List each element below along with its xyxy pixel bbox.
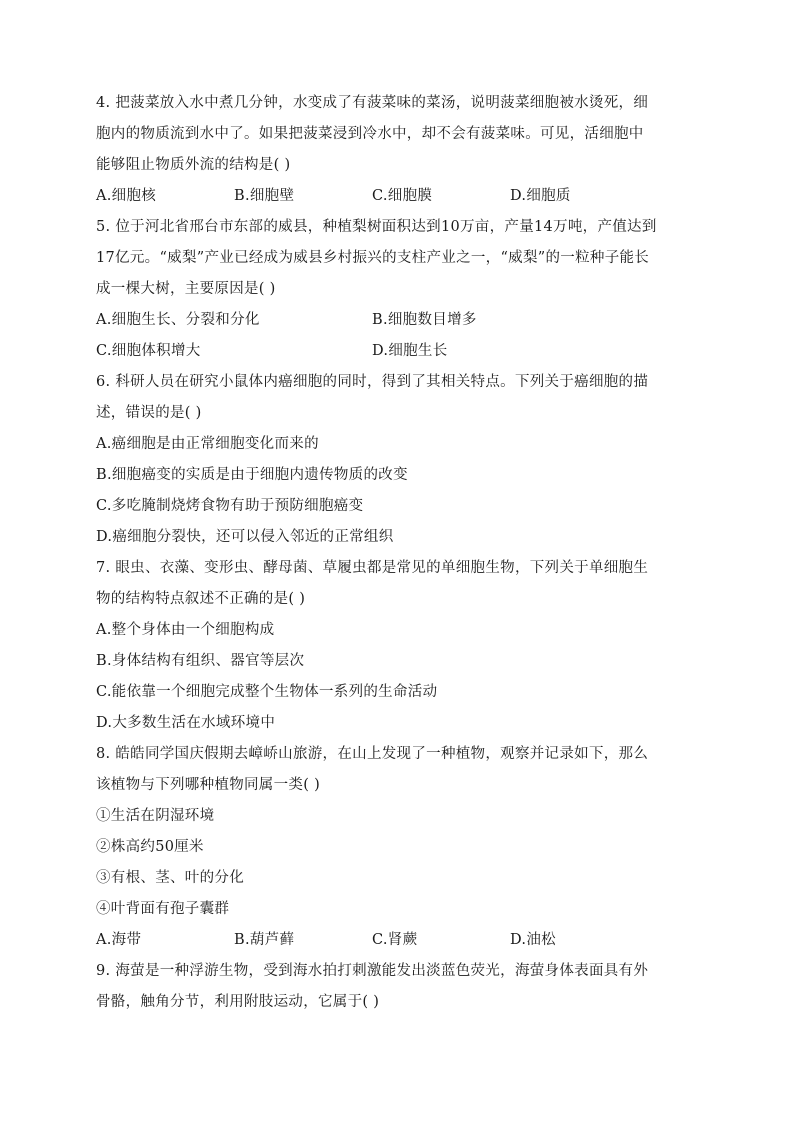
question-5-stem-line-2: 17亿元。“威梨”产业已经成为威县乡村振兴的支柱产业之一，“威梨”的一粒种子能长 bbox=[96, 250, 650, 266]
question-6-stem-line-2: 述，错误的是( ) bbox=[96, 405, 202, 421]
question-6-option-c[interactable]: C.多吃腌制烧烤食物有助于预防细胞癌变 bbox=[96, 498, 364, 514]
question-5-option-b[interactable]: B.细胞数目增多 bbox=[372, 312, 477, 328]
question-8-note-3: ③有根、茎、叶的分化 bbox=[96, 870, 244, 886]
question-4 bbox=[96, 88, 700, 212]
question-7-option-a[interactable]: A.整个身体由一个细胞构成 bbox=[96, 622, 275, 638]
question-4-stem-line-1: 4. 把菠菜放入水中煮几分钟，水变成了有菠菜味的菜汤，说明菠菜细胞被水烫死，细 bbox=[96, 95, 649, 111]
question-5-stem-line-3: 成一棵大树，主要原因是( ) bbox=[96, 281, 276, 297]
question-4-stem-line-3: 能够阻止物质外流的结构是( ) bbox=[96, 157, 291, 173]
question-5-options-row-2 bbox=[96, 336, 700, 367]
question-8-stem-line-2: 该植物与下列哪种植物同属一类( ) bbox=[96, 777, 321, 793]
question-9 bbox=[96, 956, 700, 1018]
question-7-option-b[interactable]: B.身体结构有组织、器官等层次 bbox=[96, 653, 305, 669]
question-8-note-2: ②株高约50厘米 bbox=[96, 839, 204, 855]
question-7-option-c[interactable]: C.能依靠一个细胞完成整个生物体一系列的生命活动 bbox=[96, 684, 438, 700]
question-5-option-a[interactable]: A.细胞生长、分裂和分化 bbox=[96, 312, 260, 328]
question-8-option-b[interactable]: B.葫芦藓 bbox=[234, 932, 295, 948]
question-5-option-c[interactable]: C.细胞体积增大 bbox=[96, 343, 201, 359]
question-5-options-row-1 bbox=[96, 305, 700, 336]
question-8-option-a[interactable]: A.海带 bbox=[96, 932, 142, 948]
question-8-note-4: ④叶背面有孢子囊群 bbox=[96, 901, 230, 917]
question-9-stem-line-1: 9. 海萤是一种浮游生物，受到海水拍打刺激能发出淡蓝色荧光，海萤身体表面具有外 bbox=[96, 963, 649, 979]
question-6 bbox=[96, 367, 700, 553]
question-6-stem-line-1: 6. 科研人员在研究小鼠体内癌细胞的同时，得到了其相关特点。下列关于癌细胞的描 bbox=[96, 374, 649, 390]
question-9-stem-line-2: 骨骼，触角分节，利用附肢运动，它属于( ) bbox=[96, 994, 380, 1010]
question-8-note-1: ①生活在阴湿环境 bbox=[96, 808, 215, 824]
question-list bbox=[96, 88, 700, 1018]
question-4-stem-line-2: 胞内的物质流到水中了。如果把菠菜浸到冷水中，却不会有菠菜味。可见，活细胞中 bbox=[96, 126, 644, 142]
question-7-option-d[interactable]: D.大多数生活在水域环境中 bbox=[96, 715, 276, 731]
question-7-stem-line-1: 7. 眼虫、衣藻、变形虫、酵母菌、草履虫都是常见的单细胞生物，下列关于单细胞生 bbox=[96, 560, 649, 576]
question-4-options bbox=[96, 181, 700, 212]
question-6-option-b[interactable]: B.细胞癌变的实质是由于细胞内遗传物质的改变 bbox=[96, 467, 408, 483]
question-5-stem-line-1: 5. 位于河北省邢台市东部的威县，种植梨树面积达到10万亩，产量14万吨，产值达到 bbox=[96, 219, 657, 235]
question-8-option-c[interactable]: C.肾蕨 bbox=[372, 932, 418, 948]
question-8-options bbox=[96, 925, 700, 956]
question-4-option-c[interactable]: C.细胞膜 bbox=[372, 188, 433, 204]
question-8 bbox=[96, 739, 700, 956]
question-6-option-a[interactable]: A.癌细胞是由正常细胞变化而来的 bbox=[96, 436, 319, 452]
question-7 bbox=[96, 553, 700, 739]
question-4-option-b[interactable]: B.细胞壁 bbox=[234, 188, 295, 204]
question-5 bbox=[96, 212, 700, 367]
question-7-stem-line-2: 物的结构特点叙述不正确的是( ) bbox=[96, 591, 306, 607]
question-8-stem-line-1: 8. 皓皓同学国庆假期去嶂峤山旅游，在山上发现了一种植物，观察并记录如下，那么 bbox=[96, 746, 649, 762]
question-4-option-d[interactable]: D.细胞质 bbox=[510, 188, 571, 204]
question-6-option-d[interactable]: D.癌细胞分裂快，还可以侵入邻近的正常组织 bbox=[96, 529, 394, 545]
question-4-option-a[interactable]: A.细胞核 bbox=[96, 188, 157, 204]
question-5-option-d[interactable]: D.细胞生长 bbox=[372, 343, 448, 359]
question-8-option-d[interactable]: D.油松 bbox=[510, 932, 556, 948]
